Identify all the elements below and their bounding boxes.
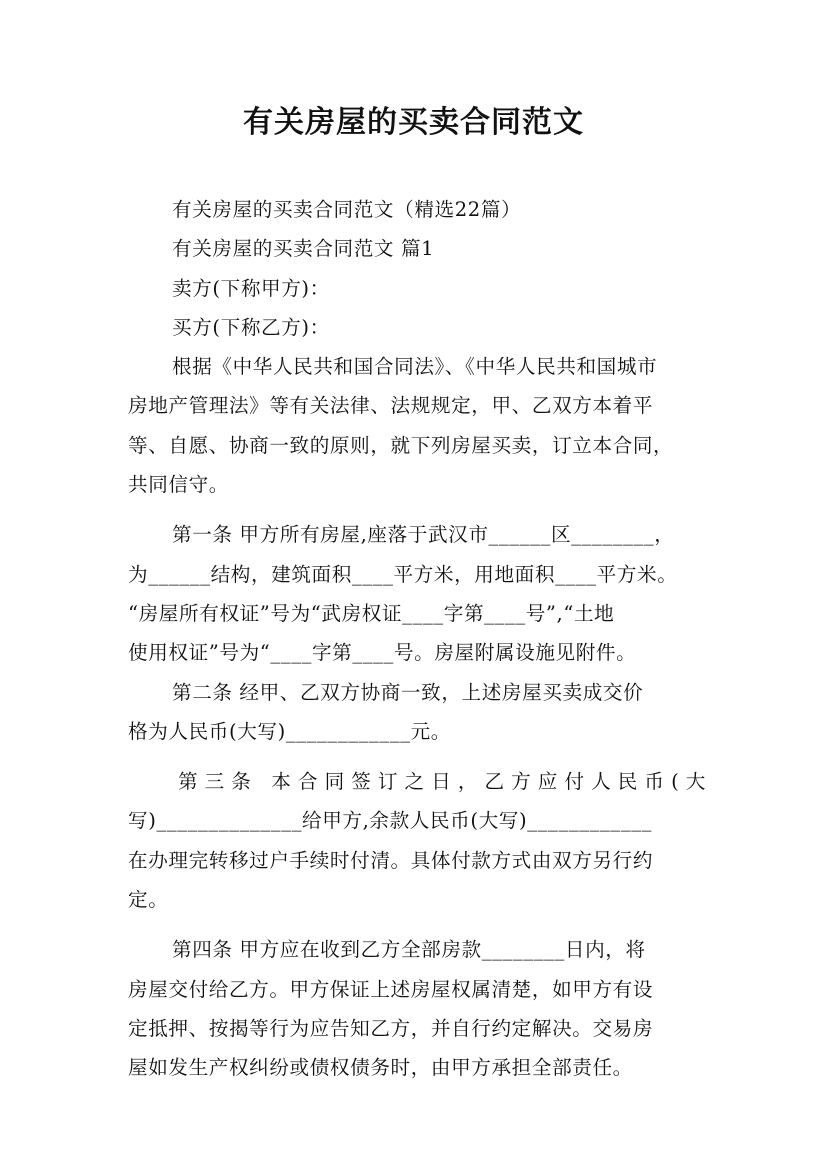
article-1-line: 为______结构，建筑面积____平方米，用地面积____平方米。 <box>128 562 678 586</box>
article-3-line: 在办理完转移过户手续时付清。具体付款方式由双方另行约 <box>128 848 654 872</box>
seller-line: 卖方(下称甲方)： <box>172 276 330 300</box>
section-heading: 有关房屋的买卖合同范文 篇1 <box>172 237 435 261</box>
buyer-line: 买方(下称乙方)： <box>172 315 330 339</box>
preamble-line: 根据《中华人民共和国合同法》、《中华人民共和国城市 <box>172 355 658 379</box>
subtitle-line: 有关房屋的买卖合同范文（精选22篇） <box>172 198 522 221</box>
article-2-line: 第二条 经甲、乙双方协商一致，上述房屋买卖成交价 <box>172 680 644 704</box>
preamble-line: 房地产管理法》等有关法律、法规规定，甲、乙双方本着平 <box>128 394 654 418</box>
article-1-line: 使用权证”号为“____字第____号。房屋附属设施见附件。 <box>128 641 637 665</box>
article-4-line: 房屋交付给乙方。甲方保证上述房屋权属清楚，如甲方有设 <box>128 977 654 1001</box>
article-4-line: 定抵押、按揭等行为应告知乙方，并自行约定解决。交易房 <box>128 1016 654 1040</box>
article-1-line: 第一条 甲方所有房屋,座落于武汉市______区________， <box>172 523 675 547</box>
article-4-line: 第四条 甲方应在收到乙方全部房款________日内，将 <box>172 938 646 962</box>
article-1-line: “房屋所有权证”号为“武房权证____字第____号”,“土地 <box>128 601 615 625</box>
article-3-line: 写)______________给甲方,余款人民币(大写)____________ <box>128 809 653 833</box>
article-3-line: 定。 <box>128 888 169 912</box>
document-title: 有关房屋的买卖合同范文 <box>243 105 584 140</box>
document-body <box>128 190 706 1088</box>
preamble-line: 等、自愿、协商一致的原则，就下列房屋买卖，订立本合同， <box>128 433 674 457</box>
article-4-line: 屋如发生产权纠纷或债权债务时，由甲方承担全部责任。 <box>128 1056 633 1080</box>
article-2-line: 格为人民币(大写)____________元。 <box>128 719 451 743</box>
preamble-line: 共同信守。 <box>128 473 229 497</box>
article-3-line: 第三条 本合同签订之日，乙方应付人民币(大 <box>178 770 706 794</box>
